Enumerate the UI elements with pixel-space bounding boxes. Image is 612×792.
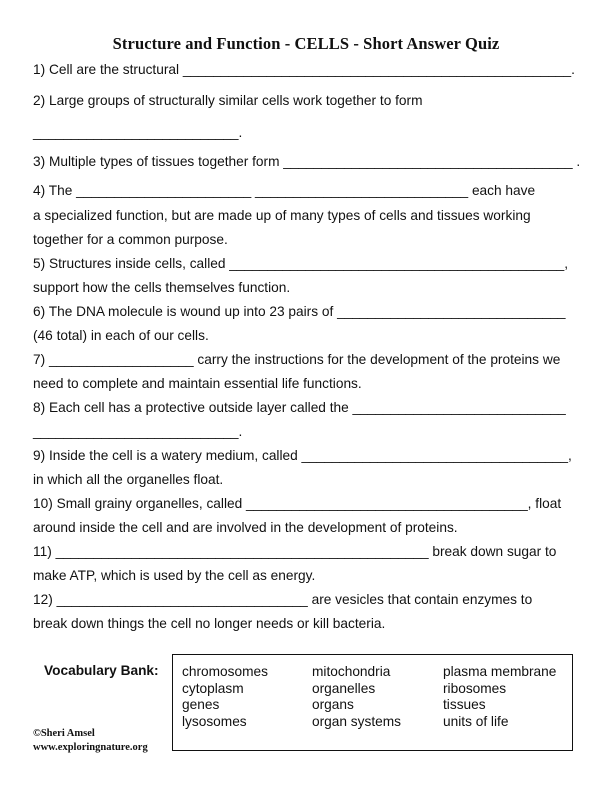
quiz-line: 8) Each cell has a protective outside layer called the ____________________________ [33, 400, 566, 415]
quiz-line: together for a common purpose. [33, 232, 228, 247]
website-credit: www.exploringnature.org [33, 742, 148, 753]
vocabulary-word: lysosomes [182, 714, 247, 729]
vocabulary-word: mitochondria [312, 664, 391, 679]
vocabulary-word: organelles [312, 681, 376, 696]
vocabulary-word: cytoplasm [182, 681, 244, 696]
quiz-line: a specialized function, but are made up of many types of cells and tissues working [33, 208, 531, 223]
quiz-line: support how the cells themselves function. [33, 280, 291, 295]
vocabulary-bank-label: Vocabulary Bank: [44, 663, 159, 678]
quiz-line: around inside the cell and are involved in the development of proteins. [33, 520, 458, 535]
quiz-line: (46 total) in each of our cells. [33, 328, 209, 343]
page-title: Structure and Function - CELLS - Short Answer Quiz [112, 34, 500, 53]
quiz-line: 3) Multiple types of tissues together form ______________________________________ . [33, 154, 581, 169]
vocabulary-word: ribosomes [443, 681, 507, 696]
quiz-line: ___________________________. [33, 424, 243, 439]
quiz-line: 12) _________________________________ are vesicles that contain enzymes to [33, 592, 533, 607]
quiz-line: 1) Cell are the structural ___________________________________________________. [33, 62, 575, 77]
vocabulary-word: plasma membrane [443, 664, 557, 679]
vocabulary-word: tissues [443, 697, 486, 712]
quiz-line: 5) Structures inside cells, called ____________________________________________, [33, 256, 569, 271]
vocabulary-word: genes [182, 697, 220, 712]
quiz-line: 9) Inside the cell is a watery medium, called ___________________________________, [33, 448, 572, 463]
quiz-line: break down things the cell no longer needs or kill bacteria. [33, 616, 386, 631]
quiz-line: in which all the organelles float. [33, 472, 224, 487]
quiz-line: 11) _________________________________________________ break down sugar to [33, 544, 557, 559]
vocabulary-word: chromosomes [182, 664, 268, 679]
quiz-line: need to complete and maintain essential life functions. [33, 376, 362, 391]
vocabulary-word: units of life [443, 714, 509, 729]
quiz-line: ___________________________. [33, 125, 243, 140]
quiz-line: make ATP, which is used by the cell as energy. [33, 568, 316, 583]
quiz-line: 6) The DNA molecule is wound up into 23 pairs of ______________________________ [33, 304, 566, 319]
quiz-line: 7) ___________________ carry the instructions for the development of the proteins we [33, 352, 561, 367]
vocabulary-word: organs [312, 697, 354, 712]
quiz-line: 2) Large groups of structurally similar cells work together to form [33, 93, 423, 108]
vocabulary-word: organ systems [312, 714, 402, 729]
quiz-line: 4) The _______________________ ____________________________ each have [33, 183, 536, 198]
quiz-line: 10) Small grainy organelles, called _____________________________________, float [33, 496, 562, 511]
vocabulary-bank-box [172, 654, 573, 751]
copyright-credit: ©Sheri Amsel [33, 728, 95, 739]
